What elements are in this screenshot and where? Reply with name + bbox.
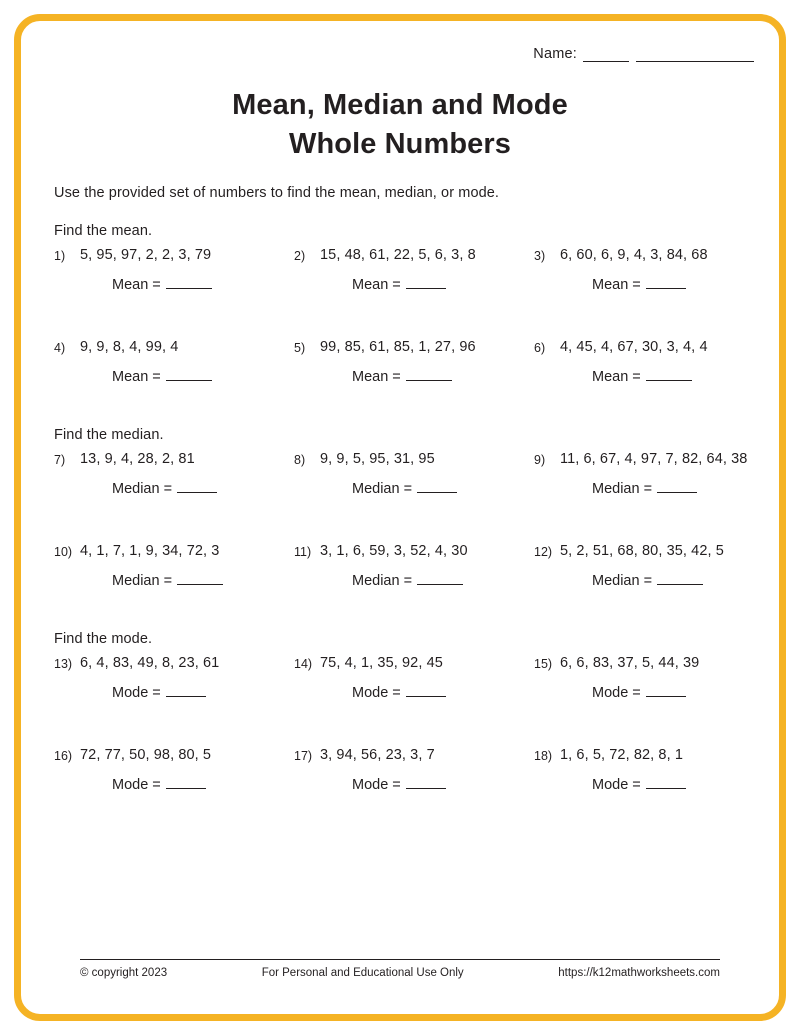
row-spacer <box>280 293 520 339</box>
problem-numbers: 9, 9, 5, 95, 31, 95 <box>320 451 435 468</box>
problem-3 <box>520 247 760 293</box>
answer-label: Mode = <box>592 777 641 794</box>
section-mode <box>40 631 760 793</box>
problem-numbers: 5, 2, 51, 68, 80, 35, 42, 5 <box>560 543 724 560</box>
problem-numbers: 6, 4, 83, 49, 8, 23, 61 <box>80 655 220 672</box>
answer-label: Median = <box>352 481 413 498</box>
answer-blank[interactable] <box>166 276 212 289</box>
answer-line <box>352 572 520 589</box>
page-footer <box>80 959 720 979</box>
answer-label: Mean = <box>112 277 161 294</box>
footer-usage-note: For Personal and Educational Use Only <box>261 967 464 979</box>
answer-blank[interactable] <box>177 572 223 585</box>
problem-number: 9) <box>534 453 546 468</box>
name-blank-second[interactable] <box>636 48 754 62</box>
answer-line <box>112 572 280 589</box>
answer-line <box>112 684 280 701</box>
answer-line <box>112 480 280 497</box>
problem-number: 13) <box>54 657 73 672</box>
problem-number: 8) <box>294 453 306 468</box>
name-label: Name: <box>533 46 577 62</box>
answer-blank[interactable] <box>646 684 686 697</box>
answer-blank[interactable] <box>646 776 686 789</box>
answer-line <box>352 776 520 793</box>
problem-numbers: 3, 94, 56, 23, 3, 7 <box>320 747 435 764</box>
section-mean-grid <box>40 247 760 385</box>
answer-blank[interactable] <box>406 776 446 789</box>
problem-number: 17) <box>294 749 313 764</box>
problem-15 <box>520 655 760 701</box>
problem-number: 15) <box>534 657 553 672</box>
row-spacer <box>280 497 520 543</box>
section-median-heading: Find the median. <box>54 427 164 444</box>
footer-url: https://k12mathworksheets.com <box>558 967 720 979</box>
footer-divider <box>80 959 720 960</box>
answer-label: Mode = <box>592 685 641 702</box>
problem-numbers: 99, 85, 61, 85, 1, 27, 96 <box>320 339 476 356</box>
problem-5 <box>280 339 520 385</box>
problem-numbers: 4, 45, 4, 67, 30, 3, 4, 4 <box>560 339 708 356</box>
answer-line <box>592 480 760 497</box>
answer-blank[interactable] <box>646 368 692 381</box>
problem-numbers: 13, 9, 4, 28, 2, 81 <box>80 451 195 468</box>
answer-label: Mean = <box>352 369 401 386</box>
problem-7 <box>40 451 280 497</box>
problem-numbers: 75, 4, 1, 35, 92, 45 <box>320 655 443 672</box>
answer-label: Median = <box>112 481 173 498</box>
section-mode-heading: Find the mode. <box>54 631 153 648</box>
problem-18 <box>520 747 760 793</box>
row-spacer <box>40 293 280 339</box>
answer-label: Mean = <box>592 277 641 294</box>
section-mode-grid <box>40 655 760 793</box>
answer-blank[interactable] <box>657 572 703 585</box>
answer-label: Mean = <box>352 277 401 294</box>
answer-line <box>592 368 760 385</box>
problem-number: 6) <box>534 341 546 356</box>
answer-label: Mode = <box>352 685 401 702</box>
problem-numbers: 15, 48, 61, 22, 5, 6, 3, 8 <box>320 247 476 264</box>
problem-numbers: 72, 77, 50, 98, 80, 5 <box>80 747 212 764</box>
page-title-line1: Mean, Median and Mode <box>232 89 568 121</box>
name-blank-first[interactable] <box>583 48 629 62</box>
problem-number: 7) <box>54 453 66 468</box>
row-spacer <box>520 293 760 339</box>
answer-blank[interactable] <box>417 572 463 585</box>
problem-14 <box>280 655 520 701</box>
answer-blank[interactable] <box>166 368 212 381</box>
problem-number: 12) <box>534 545 553 560</box>
problem-numbers: 11, 6, 67, 4, 97, 7, 82, 64, 38 <box>560 451 748 468</box>
problem-16 <box>40 747 280 793</box>
problem-numbers: 1, 6, 5, 72, 82, 8, 1 <box>560 747 684 764</box>
problem-number: 10) <box>54 545 73 560</box>
problem-10 <box>40 543 280 589</box>
problem-number: 5) <box>294 341 306 356</box>
problem-1 <box>40 247 280 293</box>
problem-12 <box>520 543 760 589</box>
answer-blank[interactable] <box>406 684 446 697</box>
answer-line <box>592 776 760 793</box>
row-spacer <box>40 701 280 747</box>
problem-8 <box>280 451 520 497</box>
answer-blank[interactable] <box>646 276 686 289</box>
answer-label: Mode = <box>352 777 401 794</box>
answer-blank[interactable] <box>657 480 697 493</box>
worksheet-content <box>40 34 760 1005</box>
problem-11 <box>280 543 520 589</box>
problem-6 <box>520 339 760 385</box>
answer-label: Mean = <box>112 369 161 386</box>
answer-line <box>592 684 760 701</box>
section-mean-heading: Find the mean. <box>54 223 153 240</box>
problem-numbers: 3, 1, 6, 59, 3, 52, 4, 30 <box>320 543 468 560</box>
problem-number: 3) <box>534 249 546 264</box>
problem-numbers: 4, 1, 7, 1, 9, 34, 72, 3 <box>80 543 220 560</box>
row-spacer <box>280 701 520 747</box>
row-spacer <box>40 497 280 543</box>
answer-label: Mode = <box>112 685 161 702</box>
problem-number: 1) <box>54 249 66 264</box>
row-spacer <box>520 701 760 747</box>
footer-copyright: © copyright 2023 <box>80 967 168 979</box>
section-median-grid <box>40 451 760 589</box>
answer-label: Mean = <box>592 369 641 386</box>
answer-label: Mode = <box>112 777 161 794</box>
problem-numbers: 6, 6, 83, 37, 5, 44, 39 <box>560 655 700 672</box>
problem-number: 11) <box>294 545 312 560</box>
section-median <box>40 427 760 589</box>
answer-blank[interactable] <box>166 776 206 789</box>
answer-label: Median = <box>592 481 653 498</box>
problem-number: 18) <box>534 749 553 764</box>
problem-17 <box>280 747 520 793</box>
instructions-text: Use the provided set of numbers to find the mean, median, or mode. <box>54 185 500 202</box>
answer-line <box>352 480 520 497</box>
answer-blank[interactable] <box>166 684 206 697</box>
answer-line <box>352 684 520 701</box>
problem-9 <box>520 451 760 497</box>
answer-line <box>352 276 520 293</box>
problem-number: 2) <box>294 249 306 264</box>
problem-numbers: 6, 60, 6, 9, 4, 3, 84, 68 <box>560 247 708 264</box>
answer-line <box>352 368 520 385</box>
answer-line <box>112 368 280 385</box>
answer-line <box>112 276 280 293</box>
answer-label: Median = <box>112 573 173 590</box>
problem-number: 4) <box>54 341 66 356</box>
answer-blank[interactable] <box>406 276 446 289</box>
problem-numbers: 5, 95, 97, 2, 2, 3, 79 <box>80 247 212 264</box>
problem-number: 14) <box>294 657 313 672</box>
section-mean <box>40 223 760 385</box>
answer-line <box>592 276 760 293</box>
answer-label: Median = <box>352 573 413 590</box>
answer-blank[interactable] <box>417 480 457 493</box>
page-title <box>40 86 760 163</box>
problem-13 <box>40 655 280 701</box>
problem-number: 16) <box>54 749 73 764</box>
answer-blank[interactable] <box>177 480 217 493</box>
problem-2 <box>280 247 520 293</box>
row-spacer <box>520 497 760 543</box>
answer-blank[interactable] <box>406 368 452 381</box>
name-field-row <box>40 46 760 62</box>
answer-line <box>592 572 760 589</box>
problem-4 <box>40 339 280 385</box>
answer-label: Median = <box>592 573 653 590</box>
problem-numbers: 9, 9, 8, 4, 99, 4 <box>80 339 179 356</box>
answer-line <box>112 776 280 793</box>
page-title-line2: Whole Numbers <box>288 127 512 160</box>
